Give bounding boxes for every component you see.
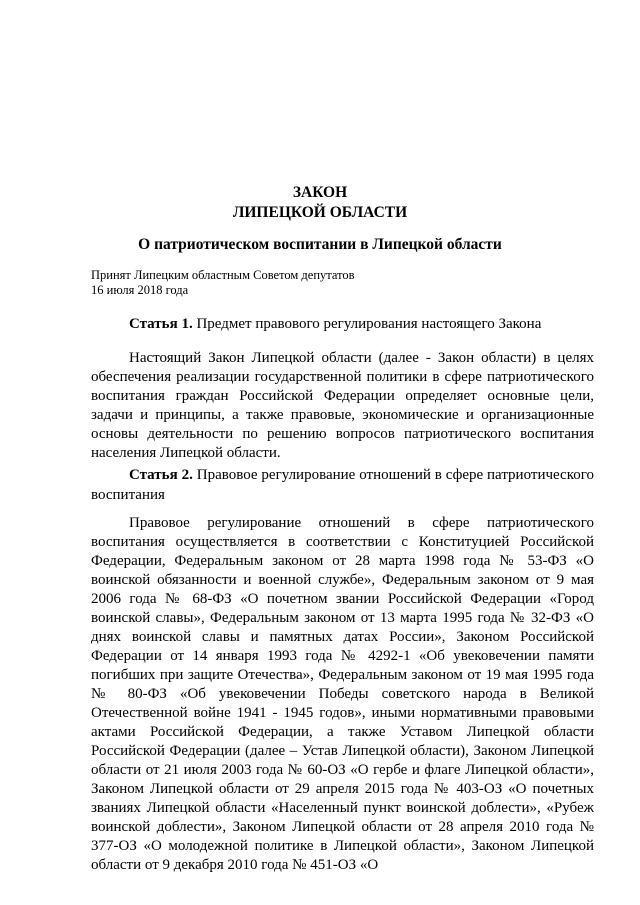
article-1-label: Статья 1. <box>129 316 193 332</box>
adoption-date: 16 июля 2018 года <box>91 283 189 297</box>
article-2-text: Правовое регулирование отношений в сфере патриотического воспитания осуществляется в соответствии с Конституцией Российской Федерации, Федеральным законом от 28 марта 1998 года № 53-ФЗ «О воинской обязанности и военной службе», Федеральным законом от 9 мая 2006 года № 68-ФЗ «О почетном звании Российской Федерации «Город воинской славы», Федеральным законом от 13 марта 1995 года № 32-ФЗ «О днях воинской славы и памятных датах России», Законом Российской Федерации от 14 января 1993 года № 4292-1 «Об увековечении памяти погибших при защите Отечества», Федеральным законом от 19 мая 1995 года № 80-ФЗ «Об увековечении Победы советского народа в Великой Отечественной войне 1941 - 1945 годов», иными нормативными правовыми актами Российской Федерации, а также Уставом Липецкой области Российской Федерации (далее – Устав Липецкой области), Законом Липецкой области от 21 июля 2003 года № 60-ОЗ «О гербе и флаге Липецкой области», Законом Липецкой области от 29 апреля 2015 года № 403-ОЗ «О почетных званиях Липецкой области «Населенный пункт воинской доблести», «Рубеж воинской доблести», Законом Липецкой области от 28 апреля 2010 года № 377-ОЗ «О молодежной политике в Липецкой области», Законом Липецкой области от 9 декабря 2010 года № 451-ОЗ «О <box>91 515 594 873</box>
article-1-heading <box>91 314 594 334</box>
adoption-body: Принят Липецким областным Советом депутатов <box>91 268 355 282</box>
law-subtitle: О патриотическом воспитании в Липецкой области <box>138 236 502 253</box>
article-1-text: Настоящий Закон Липецкой области (далее - Закон области) в целях обеспечения реализации государственной политики в сфере патриотического воспитания граждан Российской Федерации определяет основные цели, задачи и принципы, а также правовые, экономические и организационные основы деятельности по решению вопросов патриотического воспитания населения Липецкой области. <box>91 350 594 461</box>
law-title: ЗАКОН <box>292 184 348 201</box>
article-2-heading <box>91 465 594 505</box>
law-region: ЛИПЕЦКОЙ ОБЛАСТИ <box>232 204 408 221</box>
article-2-label: Статья 2. <box>129 467 193 483</box>
adoption-info <box>91 268 355 298</box>
article-2-title: Правовое регулирование отношений в сфере патриотического воспитания <box>91 467 595 503</box>
article-1-title: Предмет правового регулирования настоящего Закона <box>192 316 542 332</box>
